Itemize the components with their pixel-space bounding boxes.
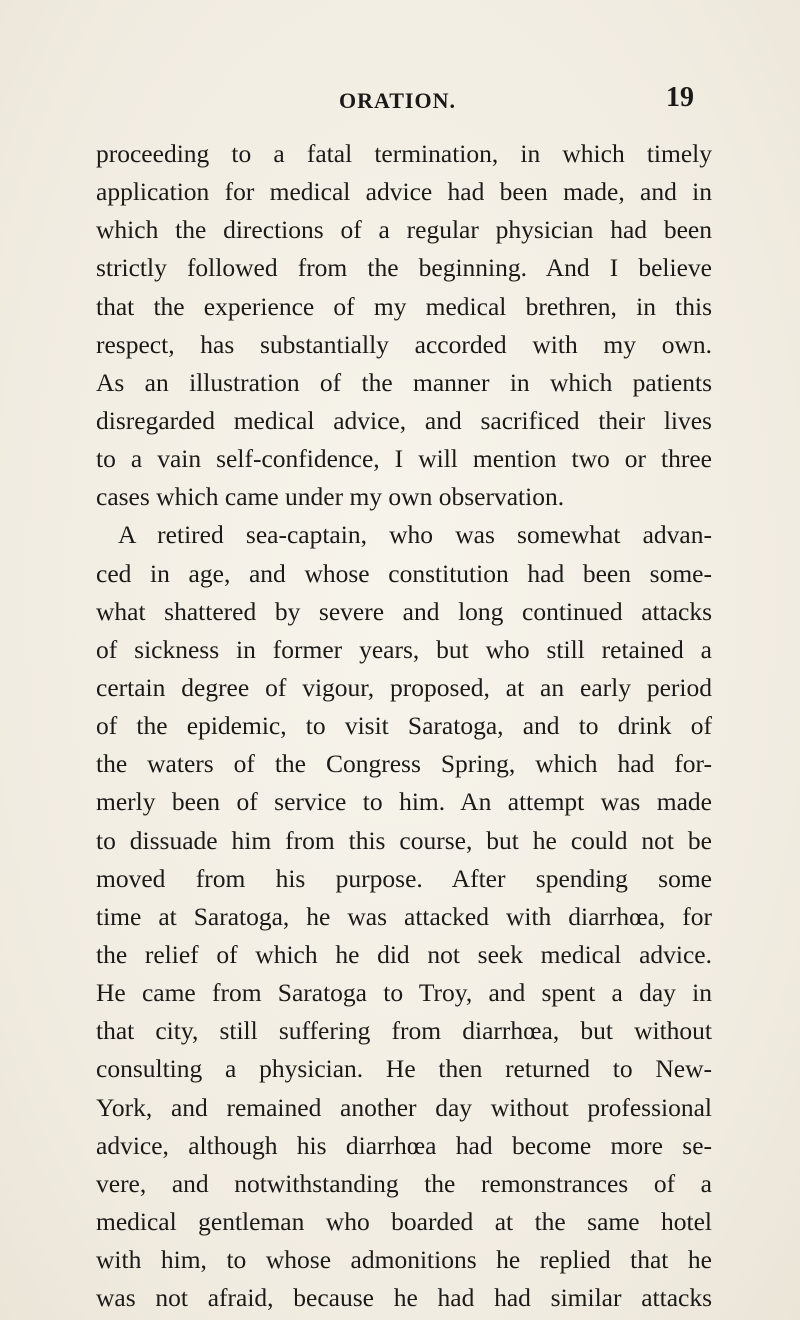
text-line: time at Saratoga, he was attacked with diarrhœa, for (96, 901, 712, 931)
text-line: the waters of the Congress Spring, which had for- (96, 749, 712, 779)
text-line: application for medical advice had been made, and in (96, 177, 712, 207)
text-line: that city, still suffering from diarrhœa, but without (96, 1016, 712, 1046)
text-line: was not afraid, because he had had similar attacks (96, 1283, 712, 1313)
text-line: which the directions of a regular physician had been (96, 215, 712, 245)
text-line: ced in age, and whose constitution had been some- (96, 558, 712, 588)
text-line: moved from his purpose. After spending some (96, 863, 712, 893)
text-line: cases which came under my own observation. (96, 482, 565, 512)
text-line: to dissuade him from this course, but he could not be (96, 825, 712, 855)
text-line: advice, although his diarrhœa had become more se- (96, 1130, 712, 1160)
text-line: strictly followed from the beginning. And I believe (96, 253, 712, 283)
text-line: York, and remained another day without professional (96, 1092, 712, 1122)
text-line: He came from Saratoga to Troy, and spent a day in (96, 978, 712, 1008)
text-line: to a vain self-confidence, I will mention two or three (96, 444, 712, 474)
text-line: merly been of service to him. An attempt was made (96, 787, 712, 817)
running-head: ORATION. (339, 88, 456, 113)
text-line: the relief of which he did not seek medical advice. (96, 939, 712, 969)
text-line: consulting a physician. He then returned to New- (96, 1054, 712, 1084)
text-line: certain degree of vigour, proposed, at an early period (96, 672, 712, 702)
text-line: what shattered by severe and long continued attacks (96, 596, 712, 626)
text-line: with him, to whose admonitions he replied that he (96, 1245, 712, 1275)
text-line: respect, has substantially accorded with my own. (96, 329, 712, 359)
page-number: 19 (666, 82, 694, 113)
text-line: that the experience of my medical brethren, in this (96, 291, 712, 321)
text-line: medical gentleman who boarded at the same hotel (96, 1206, 712, 1236)
text-line: disregarded medical advice, and sacrificed their lives (96, 405, 712, 435)
text-line: vere, and notwithstanding the remonstrances of a (96, 1168, 712, 1198)
text-line: A retired sea-captain, who was somewhat advan- (118, 520, 712, 550)
text-line: As an illustration of the manner in which patients (96, 367, 712, 397)
text-line: proceeding to a fatal termination, in which timely (96, 139, 712, 168)
body-text (96, 135, 712, 1317)
text-line: of sickness in former years, but who still retained a (96, 634, 712, 664)
text-line: of the epidemic, to visit Saratoga, and to drink of (96, 711, 712, 741)
